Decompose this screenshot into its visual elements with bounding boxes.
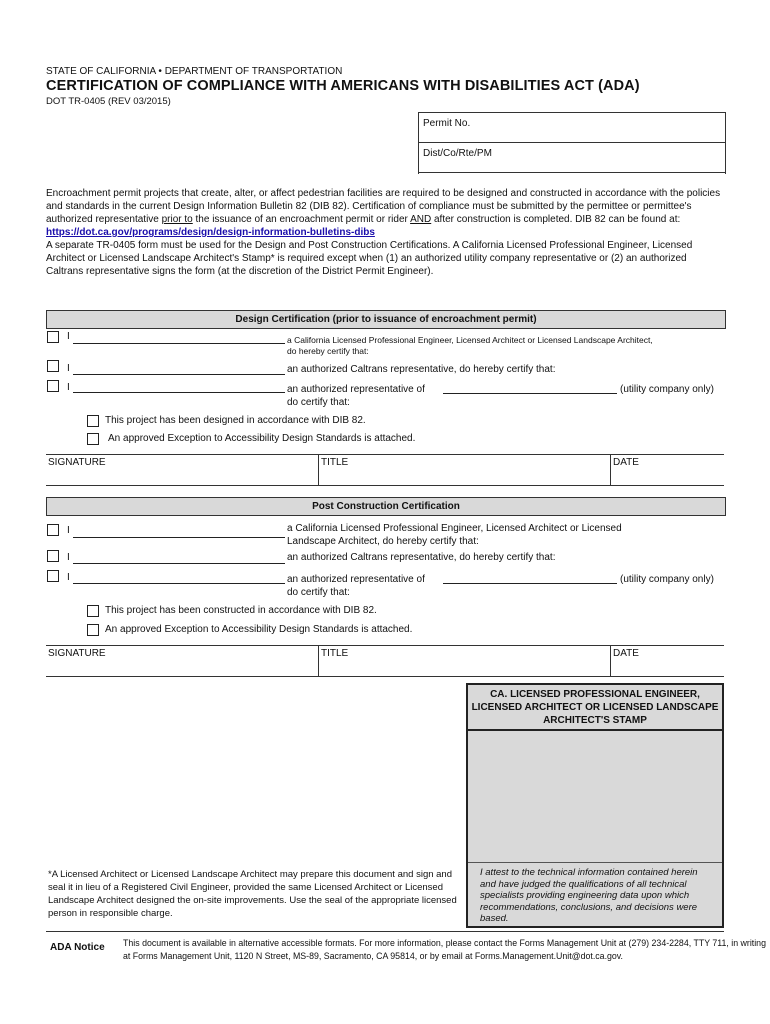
stamp-attestation: I attest to the technical information contained herein and have judged the qualifications of all technical specialists providing engineering data upon which recommendations, conclusions, and decisions were based. — [480, 867, 698, 924]
design-option3-text-2: do certify that: — [287, 397, 350, 408]
post-option1-text-2: Landscape Architect, do hereby certify that: — [287, 536, 479, 547]
intro-text — [46, 187, 726, 278]
intro-prior-to: prior to — [161, 214, 193, 225]
post-name-line-2[interactable] — [73, 553, 285, 564]
design-i-label-1: I — [67, 331, 70, 342]
design-name-line-3[interactable] — [73, 382, 285, 393]
post-name-line-3[interactable] — [73, 573, 285, 584]
post-utility-company-line[interactable] — [443, 573, 617, 584]
post-option2-text: an authorized Caltrans representative, do hereby certify that: — [287, 552, 556, 563]
design-option1-checkbox[interactable] — [47, 331, 59, 343]
post-option3-text-2: do certify that: — [287, 587, 350, 598]
post-title-label: TITLE — [321, 648, 349, 659]
post-option1-text: a California Licensed Professional Engineer, Licensed Architect or Licensed — [287, 523, 622, 534]
design-date-field[interactable] — [610, 455, 724, 485]
post-exception-checkbox[interactable] — [87, 624, 99, 636]
post-signature-label: SIGNATURE — [48, 648, 106, 659]
post-option1-checkbox[interactable] — [47, 524, 59, 536]
design-option3-checkbox[interactable] — [47, 380, 59, 392]
ada-notice-text: This document is available in alternative accessible formats. For more information, please contact the Forms Management Unit at (279) 234-2284, TTY 711, in writing at Forms Management Unit, 1120 N Street, MS-89, Sacramento, CA 95814, or by email at Forms.Management.Unit@dot.ca.gov. — [123, 938, 766, 961]
post-exception-text: An approved Exception to Accessibility Design Standards is attached. — [105, 624, 413, 635]
post-option3-text: an authorized representative of — [287, 574, 425, 585]
design-name-line-1[interactable] — [73, 333, 285, 344]
district-route-field[interactable] — [419, 143, 725, 173]
design-dib82-text: This project has been designed in accordance with DIB 82. — [105, 415, 366, 426]
design-section-heading: Design Certification (prior to issuance of encroachment permit) — [46, 310, 726, 329]
dib-link[interactable]: https://dot.ca.gov/programs/design/design-information-bulletins-dibs — [46, 227, 375, 238]
intro-p1-c: after construction is completed. DIB 82 can be found at: — [431, 214, 681, 225]
stamp-heading: CA. LICENSED PROFESSIONAL ENGINEER, LICENSED ARCHITECT OR LICENSED LANDSCAPE ARCHITECT'S STAMP — [468, 685, 722, 731]
district-route-label: Dist/Co/Rte/PM — [423, 148, 492, 159]
design-option1-text-2: do hereby certify that: — [287, 346, 369, 356]
stamp-box — [466, 683, 724, 928]
post-utility-only-text: (utility company only) — [620, 574, 714, 585]
design-option2-text: an authorized Caltrans representative, do hereby certify that: — [287, 364, 556, 375]
intro-p2: A separate TR-0405 form must be used for the Design and Post Construction Certifications. A California Licensed Professional Engineer, Licensed Architect or Licensed Landscape Architect's Stamp* is required except when (1) an authorized utility company representative or (2) an authorized Caltrans representative signs the form (at the discretion of the District Permit Engineer). — [46, 240, 693, 277]
design-title-field[interactable] — [318, 455, 610, 485]
post-signature-field[interactable] — [46, 646, 318, 676]
intro-p1-a: Encroachment permit projects that create, alter, or affect pedestrian facilities are required to be designed and constructed in accordance with the policies and standards in the current Design Information Bulletin 82 (DIB 82). Certification of compliance must be submitted by the permittee or permittee's authorized representative — [46, 188, 721, 225]
post-dib82-checkbox[interactable] — [87, 605, 99, 617]
post-i-label-3: I — [67, 572, 70, 583]
ada-notice-label: ADA Notice — [50, 942, 105, 953]
post-section-heading: Post Construction Certification — [46, 497, 726, 516]
design-utility-only-text: (utility company only) — [620, 384, 714, 395]
post-name-line-1[interactable] — [73, 527, 285, 538]
design-signature-label: SIGNATURE — [48, 457, 106, 468]
licensed-architect-footnote: *A Licensed Architect or Licensed Landscape Architect may prepare this document and sign and seal it in lieu of a Registered Civil Engineer, provided the same Licensed Architect or Licensed Landscape Architect designed the on-site improvements. Use the seal of the appropriate licensed person in responsible charge. — [48, 869, 457, 919]
design-name-line-2[interactable] — [73, 364, 285, 375]
design-option3-text: an authorized representative of — [287, 384, 425, 395]
agency-line: STATE OF CALIFORNIA • DEPARTMENT OF TRANSPORTATION — [46, 66, 343, 77]
permit-number-label: Permit No. — [423, 118, 471, 129]
post-date-label: DATE — [613, 648, 639, 659]
post-date-field[interactable] — [610, 646, 724, 676]
form-number: DOT TR-0405 (REV 03/2015) — [46, 96, 171, 107]
post-option3-checkbox[interactable] — [47, 570, 59, 582]
post-i-label-1: I — [67, 525, 70, 536]
post-option2-checkbox[interactable] — [47, 550, 59, 562]
post-title-field[interactable] — [318, 646, 610, 676]
design-exception-checkbox[interactable] — [87, 433, 99, 445]
design-exception-text: An approved Exception to Accessibility Design Standards is attached. — [108, 433, 416, 444]
design-i-label-3: I — [67, 382, 70, 393]
design-i-label-2: I — [67, 363, 70, 374]
design-utility-company-line[interactable] — [443, 383, 617, 394]
intro-p1-b: the issuance of an encroachment permit or rider — [192, 214, 411, 225]
design-title-label: TITLE — [321, 457, 349, 468]
design-signature-field[interactable] — [46, 455, 318, 485]
design-option1-text: a California Licensed Professional Engineer, Licensed Architect or Licensed Landscape Architect, — [287, 335, 653, 345]
stamp-area[interactable] — [468, 731, 722, 863]
permit-number-field[interactable] — [419, 113, 725, 143]
divider — [46, 931, 724, 932]
permit-info-box — [418, 112, 726, 174]
post-dib82-text: This project has been constructed in accordance with DIB 82. — [105, 605, 377, 616]
form-title: CERTIFICATION OF COMPLIANCE WITH AMERICANS WITH DISABILITIES ACT (ADA) — [46, 78, 640, 94]
post-signature-row — [46, 645, 724, 677]
design-dib82-checkbox[interactable] — [87, 415, 99, 427]
design-signature-row — [46, 454, 724, 486]
post-i-label-2: I — [67, 552, 70, 563]
design-option2-checkbox[interactable] — [47, 360, 59, 372]
intro-and: AND — [410, 214, 432, 225]
design-date-label: DATE — [613, 457, 639, 468]
